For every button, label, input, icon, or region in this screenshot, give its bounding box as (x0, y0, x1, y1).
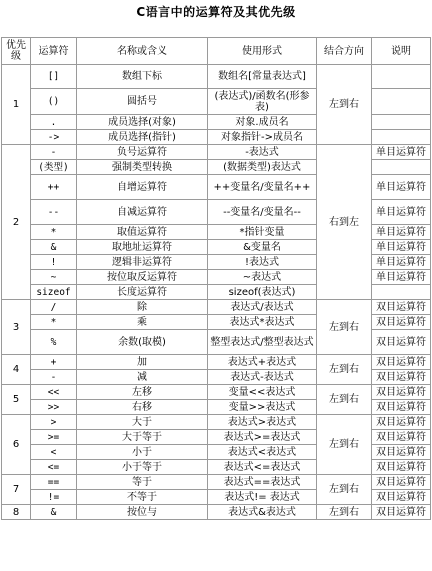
note-cell: 双目运算符 (372, 415, 431, 430)
operator-cell: * (31, 315, 77, 330)
note-cell: 双目运算符 (372, 300, 431, 315)
operator-cell: != (31, 490, 77, 505)
operator-cell: -- (31, 200, 77, 225)
name-cell: 减 (77, 370, 208, 385)
operator-cell: () (31, 89, 77, 115)
operator-cell: (类型) (31, 160, 77, 175)
name-cell: 强制类型转换 (77, 160, 208, 175)
operator-cell: sizeof (31, 285, 77, 300)
usage-cell: &变量名 (208, 240, 317, 255)
note-cell: 单目运算符 (372, 200, 431, 225)
note-cell: 双目运算符 (372, 445, 431, 460)
usage-cell: 表达式>表达式 (208, 415, 317, 430)
usage-cell: 整型表达式/整型表达式 (208, 330, 317, 355)
note-cell: 单目运算符 (372, 225, 431, 240)
usage-cell: 表达式&表达式 (208, 505, 317, 520)
operator-cell: ! (31, 255, 77, 270)
note-cell: 双目运算符 (372, 490, 431, 505)
usage-cell: 表达式>=表达式 (208, 430, 317, 445)
note-cell: 双目运算符 (372, 430, 431, 445)
precedence-level-cell: 5 (2, 385, 31, 415)
name-cell: 大于等于 (77, 430, 208, 445)
table-row (2, 65, 431, 89)
usage-cell: (数据类型)表达式 (208, 160, 317, 175)
operator-cell: - (31, 145, 77, 160)
name-cell: 余数(取模) (77, 330, 208, 355)
name-cell: 圆括号 (77, 89, 208, 115)
table-row (2, 385, 431, 400)
note-cell: 双目运算符 (372, 370, 431, 385)
note-cell: 单目运算符 (372, 255, 431, 270)
name-cell: 大于 (77, 415, 208, 430)
usage-cell: --变量名/变量名-- (208, 200, 317, 225)
usage-cell: 表达式!= 表达式 (208, 490, 317, 505)
page-title: C语言中的运算符及其优先级 (136, 5, 296, 19)
associativity-cell: 左到右 (317, 475, 372, 505)
header-usage: 使用形式 (208, 38, 317, 65)
usage-cell: 变量>>表达式 (208, 400, 317, 415)
note-cell: 双目运算符 (372, 355, 431, 370)
table-row (2, 145, 431, 160)
operator-cell: >> (31, 400, 77, 415)
table-row (2, 355, 431, 370)
name-cell: 小于等于 (77, 460, 208, 475)
operator-cell: -> (31, 130, 77, 145)
precedence-level-cell: 2 (2, 145, 31, 300)
name-cell: 除 (77, 300, 208, 315)
table-row (2, 475, 431, 490)
operator-precedence-table (1, 37, 431, 520)
table-body (2, 65, 431, 520)
note-cell: 双目运算符 (372, 505, 431, 520)
usage-cell: 对象指针->成员名 (208, 130, 317, 145)
usage-cell: ~表达式 (208, 270, 317, 285)
associativity-cell: 左到右 (317, 355, 372, 385)
header-associativity: 结合方向 (317, 38, 372, 65)
usage-cell: 表达式<=表达式 (208, 460, 317, 475)
note-cell: 单目运算符 (372, 175, 431, 200)
note-cell: 双目运算符 (372, 460, 431, 475)
note-cell (372, 115, 431, 130)
usage-cell: -表达式 (208, 145, 317, 160)
operator-cell: <= (31, 460, 77, 475)
header-operator: 运算符 (31, 38, 77, 65)
usage-cell: 表达式+表达式 (208, 355, 317, 370)
header-name: 名称或含义 (77, 38, 208, 65)
precedence-level-cell: 4 (2, 355, 31, 385)
note-cell: 双目运算符 (372, 385, 431, 400)
operator-cell: [] (31, 65, 77, 89)
usage-cell: 表达式/表达式 (208, 300, 317, 315)
usage-cell: sizeof(表达式) (208, 285, 317, 300)
note-cell: 双目运算符 (372, 315, 431, 330)
name-cell: 乘 (77, 315, 208, 330)
usage-cell: 数组名[常量表达式] (208, 65, 317, 89)
name-cell: 自减运算符 (77, 200, 208, 225)
associativity-cell: 左到右 (317, 505, 372, 520)
name-cell: 逻辑非运算符 (77, 255, 208, 270)
operator-cell: * (31, 225, 77, 240)
operator-cell: < (31, 445, 77, 460)
table-row (2, 505, 431, 520)
precedence-level-cell: 6 (2, 415, 31, 475)
note-cell: 双目运算符 (372, 330, 431, 355)
operator-cell: - (31, 370, 77, 385)
precedence-level-cell: 8 (2, 505, 31, 520)
operator-cell: & (31, 240, 77, 255)
usage-cell: (表达式)/函数名(形参表) (208, 89, 317, 115)
associativity-cell: 左到右 (317, 415, 372, 475)
usage-cell: ++变量名/变量名++ (208, 175, 317, 200)
usage-cell: 表达式-表达式 (208, 370, 317, 385)
name-cell: 成员选择(对象) (77, 115, 208, 130)
name-cell: 按位与 (77, 505, 208, 520)
name-cell: 等于 (77, 475, 208, 490)
name-cell: 数组下标 (77, 65, 208, 89)
usage-cell: 表达式==表达式 (208, 475, 317, 490)
name-cell: 长度运算符 (77, 285, 208, 300)
name-cell: 按位取反运算符 (77, 270, 208, 285)
usage-cell: 变量<<表达式 (208, 385, 317, 400)
table-row (2, 415, 431, 430)
operator-cell: ++ (31, 175, 77, 200)
operator-cell: << (31, 385, 77, 400)
usage-cell: 表达式*表达式 (208, 315, 317, 330)
usage-cell: *指针变量 (208, 225, 317, 240)
operator-cell: . (31, 115, 77, 130)
name-cell: 加 (77, 355, 208, 370)
note-cell: 双目运算符 (372, 400, 431, 415)
operator-cell: ~ (31, 270, 77, 285)
associativity-cell: 左到右 (317, 385, 372, 415)
operator-cell: > (31, 415, 77, 430)
name-cell: 成员选择(指针) (77, 130, 208, 145)
operator-cell: == (31, 475, 77, 490)
note-cell (372, 65, 431, 89)
header-precedence: 优先级 (2, 38, 31, 65)
note-cell (372, 89, 431, 115)
table-header-row (2, 38, 431, 65)
precedence-level-cell: 3 (2, 300, 31, 355)
usage-cell: 对象.成员名 (208, 115, 317, 130)
table-row (2, 300, 431, 315)
operator-cell: / (31, 300, 77, 315)
operator-cell: >= (31, 430, 77, 445)
name-cell: 不等于 (77, 490, 208, 505)
associativity-cell: 左到右 (317, 65, 372, 145)
name-cell: 小于 (77, 445, 208, 460)
associativity-cell: 右到左 (317, 145, 372, 300)
operator-cell: & (31, 505, 77, 520)
operator-cell: + (31, 355, 77, 370)
note-cell: 单目运算符 (372, 240, 431, 255)
note-cell (372, 285, 431, 300)
precedence-level-cell: 1 (2, 65, 31, 145)
note-cell: 单目运算符 (372, 270, 431, 285)
name-cell: 取值运算符 (77, 225, 208, 240)
name-cell: 左移 (77, 385, 208, 400)
operator-cell: % (31, 330, 77, 355)
name-cell: 右移 (77, 400, 208, 415)
precedence-level-cell: 7 (2, 475, 31, 505)
usage-cell: 表达式<表达式 (208, 445, 317, 460)
note-cell: 单目运算符 (372, 145, 431, 160)
name-cell: 自增运算符 (77, 175, 208, 200)
note-cell (372, 160, 431, 175)
usage-cell: !表达式 (208, 255, 317, 270)
header-note: 说明 (372, 38, 431, 65)
note-cell: 双目运算符 (372, 475, 431, 490)
name-cell: 负号运算符 (77, 145, 208, 160)
note-cell (372, 130, 431, 145)
associativity-cell: 左到右 (317, 300, 372, 355)
name-cell: 取地址运算符 (77, 240, 208, 255)
